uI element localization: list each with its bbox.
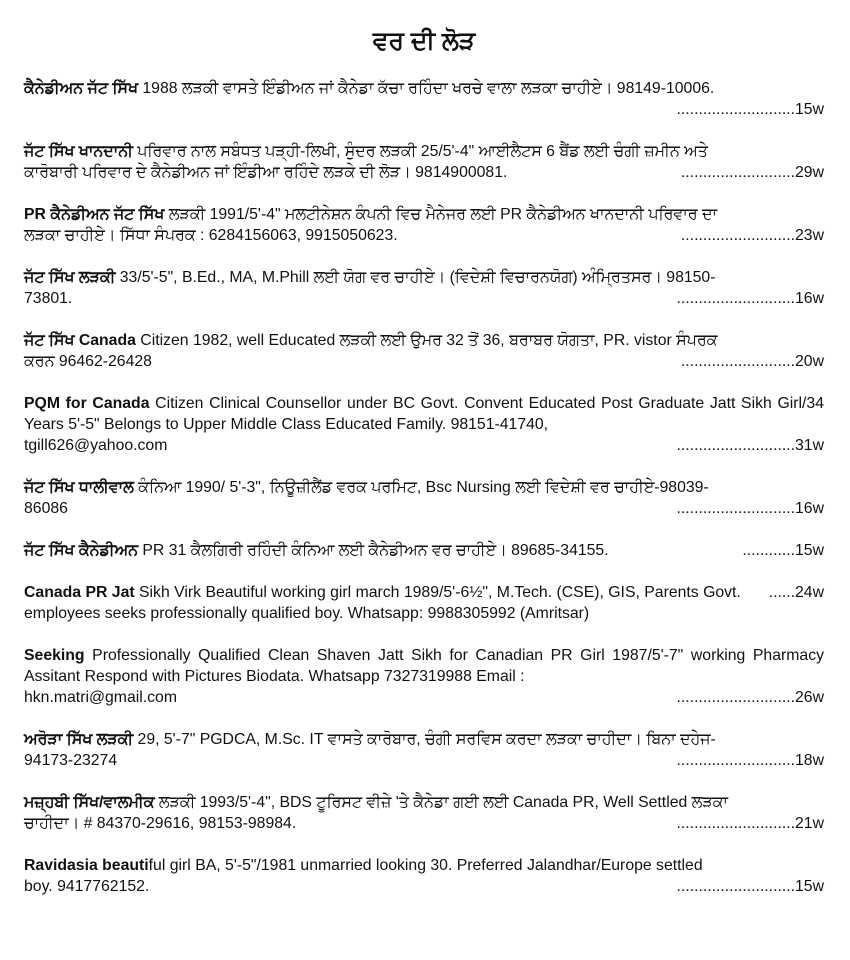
ad-text bbox=[24, 393, 824, 435]
ad-text bbox=[24, 540, 609, 561]
ad-body: Professionally Qualified Clean Shaven Jatt Sikh for Canadian PR Girl 1987/5'-7" working Pharmacy Assitant Respond with Pictures Biodata. Whatsapp 7327319988 Email : bbox=[24, 647, 824, 685]
ad-tail: PR 31 ਕੈਲਗਿਰੀ ਰਹਿੰਦੀ ਕੰਨਿਆ ਲਈ ਕੈਨੇਡੀਅਨ ਵਰ ਚਾਹੀਏ। 89685-34155. bbox=[142, 542, 609, 559]
ad-entry bbox=[24, 855, 824, 897]
ad-tail-row bbox=[24, 162, 824, 183]
ad-code: ...........................18w bbox=[676, 752, 824, 769]
ad-entry bbox=[24, 204, 824, 246]
ad-lead: ਕੈਨੇਡੀਅਨ ਜੱਟ ਸਿੱਖ bbox=[24, 80, 138, 97]
ad-entry bbox=[24, 729, 824, 771]
ad-tail: ਚਾਹੀਦਾ। # 84370-29616, 98153-98984. bbox=[24, 815, 297, 832]
ad-tail-row bbox=[24, 435, 824, 456]
ad-entry bbox=[24, 393, 824, 456]
ad-text bbox=[24, 267, 824, 288]
ad-body: ਕੰਨਿਆ 1990/ 5'-3", ਨਿਊਜ਼ੀਲੈਂਡ ਵਰਕ ਪਰਮਿਟ, Bsc Nursing ਲਈ ਵਿਦੇਸ਼ੀ ਵਰ ਚਾਹੀਏ-98039- bbox=[133, 479, 709, 496]
ad-tail: Sikh Virk Beautiful working girl march 1989/5'-6½", M.Tech. (CSE), GIS, Parents Govt. employees seeks professionally qualified boy. Whatsapp: 9988305992 (Amritsar) bbox=[24, 584, 741, 622]
ad-tail-row bbox=[24, 687, 824, 708]
ad-lead: ਜੱਟ ਸਿੱਖ ਧਾਲੀਵਾਲ bbox=[24, 479, 134, 496]
ad-entry bbox=[24, 477, 824, 519]
ad-code: ............15w bbox=[742, 542, 824, 559]
ad-lead: Ravidasia beauti bbox=[24, 857, 149, 874]
ad-body: ਲੜਕੀ 1993/5'-4", BDS ਟੂਰਿਸਟ ਵੀਜ਼ੇ 'ਤੇ ਕੈਨੇਡਾ ਗਈ ਲਈ Canada PR, Well Settled ਲੜਕਾ bbox=[154, 794, 728, 811]
page-title: ਵਰ ਦੀ ਲੋੜ bbox=[372, 27, 476, 55]
ad-lead: ਜੱਟ ਸਿੱਖ Canada bbox=[24, 332, 136, 349]
ad-text bbox=[24, 204, 824, 225]
ad-text bbox=[24, 582, 759, 624]
ad-code: ...........................15w bbox=[676, 878, 824, 895]
ad-lead: Canada PR Jat bbox=[24, 584, 135, 601]
ad-code: ...........................15w bbox=[676, 101, 824, 118]
ad-tail: boy. 9417762152. bbox=[24, 878, 150, 895]
ad-text bbox=[24, 477, 824, 498]
ad-lead: PR ਕੈਨੇਡੀਅਨ ਜੱਟ ਸਿੱਖ bbox=[24, 206, 165, 223]
ad-body: 33/5'-5", B.Ed., MA, M.Phill ਲਈ ਯੋਗ ਵਰ ਚਾਹੀਏ। (ਵਿਦੇਸ਼ੀ ਵਿਚਾਰਨਯੋਗ) ਅੰਮ੍ਰਿਤਸਰ। 98150- bbox=[115, 269, 716, 286]
ad-tail-row bbox=[24, 750, 824, 771]
ad-tail-row bbox=[24, 813, 824, 834]
ad-body: ਲੜਕੀ 1991/5'-4" ਮਲਟੀਨੇਸ਼ਨ ਕੰਪਨੀ ਵਿਚ ਮੈਨੇਜਰ ਲਈ PR ਕੈਨੇਡੀਅਨ ਖਾਨਦਾਨੀ ਪਰਿਵਾਰ ਦਾ bbox=[164, 206, 717, 223]
ad-body: Citizen Clinical Counsellor under BC Govt. Convent Educated Post Graduate Jatt Sikh Girl/34 Years 5'-5" Belongs to Upper Middle Class Educated Family. 98151-41740, bbox=[24, 395, 824, 433]
ad-tail-row bbox=[24, 582, 824, 624]
ad-tail-row bbox=[24, 540, 824, 561]
ad-tail-row bbox=[24, 225, 824, 246]
ad-tail: 94173-23274 bbox=[24, 752, 118, 769]
ad-code: ...........................21w bbox=[676, 815, 824, 832]
ad-entry bbox=[24, 267, 824, 309]
ad-lead: ਮਜ਼੍ਹਬੀ ਸਿੱਖ/ਵਾਲਮੀਕ bbox=[24, 794, 155, 811]
ad-lead: Seeking bbox=[24, 647, 85, 664]
ad-tail: tgill626@yahoo.com bbox=[24, 437, 168, 454]
ad-code: ..........................23w bbox=[680, 227, 824, 244]
ad-tail: ਲੜਕਾ ਚਾਹੀਏ। ਸਿੱਧਾ ਸੰਪਰਕ : 6284156063, 9915050623. bbox=[24, 227, 398, 244]
ad-tail: hkn.matri@gmail.com bbox=[24, 689, 177, 706]
ad-tail-row bbox=[24, 99, 824, 120]
ad-lead: ਜੱਟ ਸਿੱਖ ਲੜਕੀ bbox=[24, 269, 116, 286]
ad-text bbox=[24, 855, 824, 876]
ad-tail: 86086 bbox=[24, 500, 68, 517]
ad-tail-row bbox=[24, 876, 824, 897]
ad-tail-row bbox=[24, 498, 824, 519]
ad-tail: 73801. bbox=[24, 290, 73, 307]
ad-lead: ਜੱਟ ਸਿੱਖ ਖਾਨਦਾਨੀ bbox=[24, 143, 133, 160]
ad-text bbox=[24, 141, 824, 162]
ad-code: ...........................26w bbox=[676, 689, 824, 706]
ad-text bbox=[24, 729, 824, 750]
ad-text bbox=[24, 645, 824, 687]
ad-body: 29, 5'-7" PGDCA, M.Sc. IT ਵਾਸਤੇ ਕਾਰੋਬਾਰ, ਚੰਗੀ ਸਰਵਿਸ ਕਰਦਾ ਲੜਕਾ ਚਾਹੀਦਾ। ਬਿਨਾ ਦਹੇਜ- bbox=[133, 731, 716, 748]
ad-lead: ਅਰੋੜਾ ਸਿੱਖ ਲੜਕੀ bbox=[24, 731, 134, 748]
ad-entry bbox=[24, 141, 824, 183]
ad-body: Citizen 1982, well Educated ਲੜਕੀ ਲਈ ਉਮਰ 32 ਤੋਂ 36, ਬਰਾਬਰ ਯੋਗਤਾ, PR. vistor ਸੰਪਰਕ bbox=[135, 332, 718, 349]
ad-tail-row bbox=[24, 288, 824, 309]
ad-text bbox=[24, 78, 824, 99]
ad-code: ......24w bbox=[768, 584, 824, 601]
ad-code: ..........................20w bbox=[680, 353, 824, 370]
ad-code: ..........................29w bbox=[680, 164, 824, 181]
ad-lead: PQM for Canada bbox=[24, 395, 150, 412]
ad-tail-row bbox=[24, 351, 824, 372]
ad-entry bbox=[24, 645, 824, 708]
ad-entry bbox=[24, 540, 824, 561]
ads-list bbox=[24, 78, 824, 897]
ad-entry bbox=[24, 792, 824, 834]
ad-code: ...........................31w bbox=[676, 437, 824, 454]
ad-body: 1988 ਲੜਕੀ ਵਾਸਤੇ ਇੰਡੀਅਨ ਜਾਂ ਕੈਨੇਡਾ ਕੱਚਾ ਰਹਿੰਦਾ ਖਰਚੇ ਵਾਲਾ ਲੜਕਾ ਚਾਹੀਏ। 98149-10006. bbox=[137, 80, 715, 97]
ad-tail: ਕਰਨ 96462-26428 bbox=[24, 353, 152, 370]
ad-code: ...........................16w bbox=[676, 290, 824, 307]
ad-tail: ਕਾਰੋਬਾਰੀ ਪਰਿਵਾਰ ਦੇ ਕੈਨੇਡੀਅਨ ਜਾਂ ਇੰਡੀਆ ਰਹਿੰਦੇ ਲੜਕੇ ਦੀ ਲੋੜ। 9814900081. bbox=[24, 164, 508, 181]
ad-lead: ਜੱਟ ਸਿੱਖ ਕੈਨੇਡੀਅਨ bbox=[24, 542, 138, 559]
ad-entry bbox=[24, 330, 824, 372]
ad-body: ful girl BA, 5'-5"/1981 unmarried looking 30. Preferred Jalandhar/Europe settled bbox=[148, 857, 703, 874]
ad-entry bbox=[24, 78, 824, 120]
ad-text bbox=[24, 792, 824, 813]
ad-body: ਪਰਿਵਾਰ ਨਾਲ ਸਬੰਧਤ ਪੜ੍ਹੀ-ਲਿਖੀ, ਸੁੰਦਰ ਲੜਕੀ 25/5'-4" ਆਈਲੈਟਸ 6 ਬੈਂਡ ਲਈ ਚੰਗੀ ਜ਼ਮੀਨ ਅਤੇ bbox=[132, 143, 708, 160]
ad-text bbox=[24, 330, 824, 351]
ad-code: ...........................16w bbox=[676, 500, 824, 517]
ad-entry bbox=[24, 582, 824, 624]
